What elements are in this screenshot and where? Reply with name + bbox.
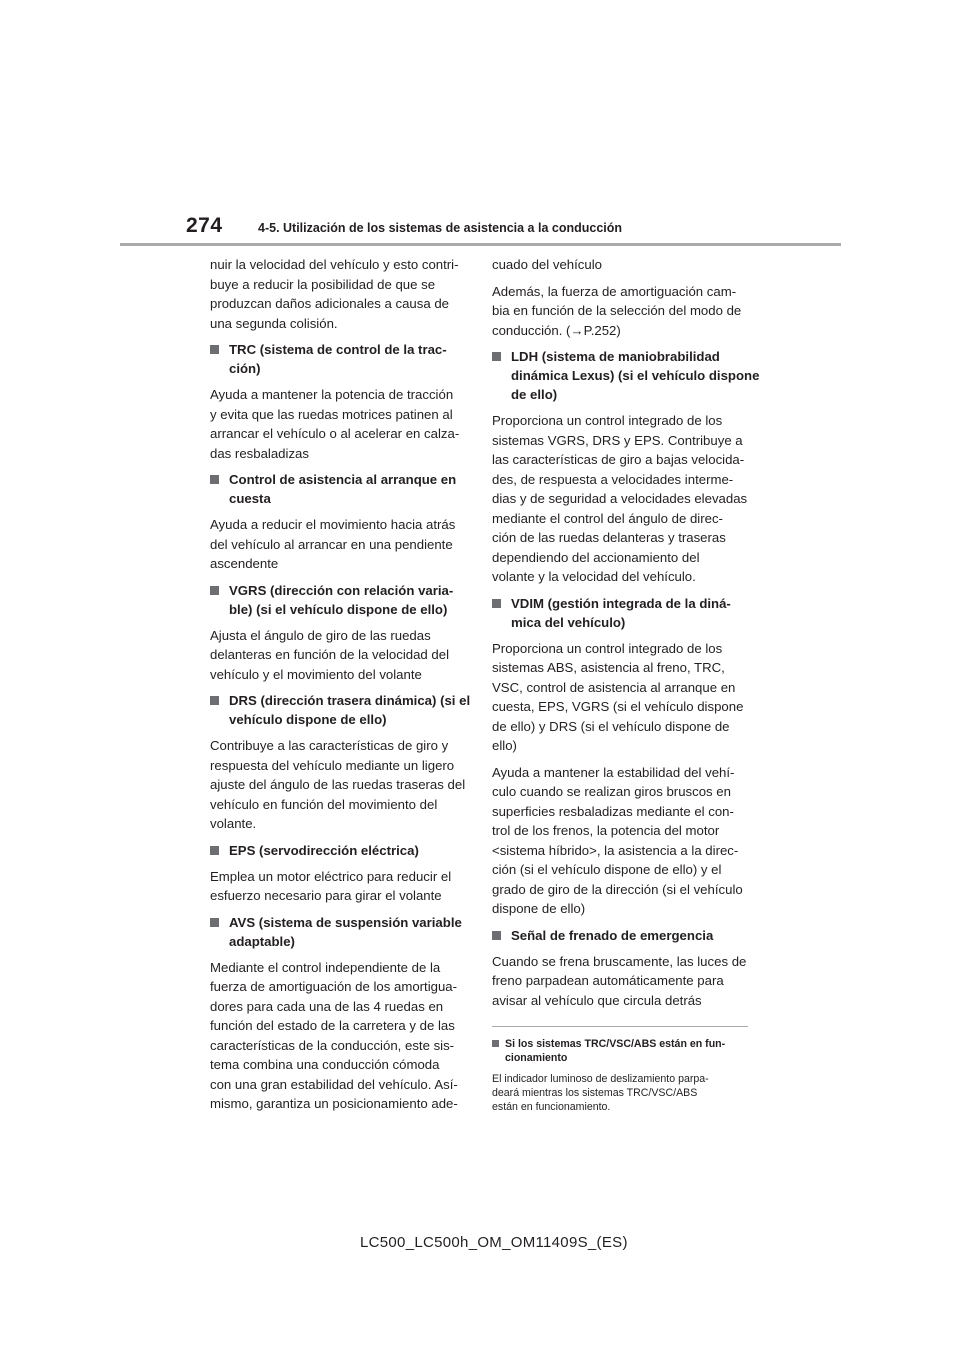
- paragraph-line: vehículo y el movimiento del volante: [210, 666, 422, 682]
- note-heading-line: Si los sistemas TRC/VSC/ABS están en fun-: [505, 1038, 726, 1050]
- paragraph-line: una segunda colisión.: [210, 315, 338, 331]
- note-heading: [492, 1037, 748, 1065]
- paragraph-line: Ajusta el ángulo de giro de las ruedas: [210, 627, 431, 643]
- section-heading: [210, 340, 466, 378]
- body-paragraph: [492, 411, 748, 587]
- heading-line: VGRS (dirección con relación varia-: [229, 582, 454, 598]
- note-text-line: deará mientras los sistemas TRC/VSC/ABS: [492, 1087, 698, 1099]
- section-heading: [210, 470, 466, 508]
- paragraph-line: mediante el control del ángulo de direc-: [492, 510, 723, 526]
- paragraph-line: bia en función de la selección del modo de: [492, 303, 742, 318]
- paragraph-line: ción (si el vehículo dispone de ello) y el: [492, 862, 722, 877]
- paragraph-line: cuesta, EPS, VGRS (si el vehículo dispone: [492, 699, 744, 714]
- body-paragraph: [492, 282, 748, 341]
- paragraph-line: con una gran estabilidad del vehículo. Así-: [210, 1076, 458, 1092]
- section-heading: [492, 926, 748, 945]
- heading-line: ble) (si el vehículo dispone de ello): [229, 601, 448, 617]
- paragraph-line: grado de giro de la dirección (si el vehículo: [492, 881, 743, 897]
- body-paragraph: [210, 867, 466, 906]
- paragraph-line: sistemas VGRS, DRS y EPS. Contribuye a: [492, 432, 743, 448]
- paragraph-line: des, de respuesta a velocidades interme-: [492, 471, 734, 487]
- heading-line: ción): [229, 361, 261, 376]
- paragraph-line: esfuerzo necesario para girar el volante: [210, 888, 442, 903]
- note-heading-line: cionamiento: [505, 1052, 568, 1064]
- paragraph-line: ello): [492, 738, 517, 753]
- paragraph-line: de ello) y DRS (si el vehículo dispone de: [492, 718, 730, 734]
- square-bullet-icon: [492, 599, 501, 608]
- paragraph-line: dores para cada una de las 4 ruedas en: [210, 998, 444, 1014]
- section-heading: [210, 691, 471, 729]
- paragraph-line: dispone de ello): [492, 901, 586, 916]
- note-divider: [492, 1026, 748, 1027]
- body-paragraph: [210, 626, 466, 685]
- note-text: [492, 1072, 748, 1114]
- paragraph-line: conducción. (→P.252): [492, 322, 621, 338]
- body-paragraph: [210, 515, 466, 574]
- paragraph-line: y evita que las ruedas motrices patinen al: [210, 406, 453, 422]
- section-heading: [492, 594, 748, 632]
- paragraph-line: mismo, garantiza un posicionamiento ade-: [210, 1096, 458, 1111]
- paragraph-line: ajuste del ángulo de las ruedas traseras del: [210, 777, 466, 792]
- paragraph-line: delanteras en función de la velocidad del: [210, 647, 450, 662]
- heading-line: de ello): [511, 387, 558, 402]
- left-column: [210, 255, 471, 1121]
- square-bullet-icon: [210, 918, 219, 927]
- heading-line: EPS (servodirección eléctrica): [229, 842, 419, 858]
- paragraph-line: superficies resbaladizas mediante el con-: [492, 803, 734, 819]
- right-column: [492, 255, 760, 1114]
- note-text-line: El indicador luminoso de deslizamiento parpa-: [492, 1073, 709, 1085]
- body-paragraph: [492, 639, 748, 756]
- paragraph-line: ascendente: [210, 556, 279, 571]
- paragraph-line: Además, la fuerza de amortiguación cam-: [492, 283, 737, 299]
- paragraph-line: dependiendo del accionamiento del: [492, 549, 700, 565]
- heading-line: LDH (sistema de maniobrabilidad: [511, 349, 720, 364]
- paragraph-line: freno parpadean automáticamente para: [492, 973, 724, 988]
- heading-line: Señal de frenado de emergencia: [511, 927, 714, 943]
- heading-line: mica del vehículo): [511, 614, 626, 630]
- heading-line: Control de asistencia al arranque en: [229, 472, 457, 487]
- paragraph-line: Emplea un motor eléctrico para reducir el: [210, 868, 452, 884]
- note-text-line: están en funcionamiento.: [492, 1101, 611, 1113]
- square-bullet-icon: [210, 475, 219, 484]
- paragraph-line: respuesta del vehículo mediante un ligero: [210, 757, 455, 773]
- paragraph-line: VSC, control de asistencia al arranque en: [492, 679, 736, 695]
- section-heading: [210, 841, 466, 860]
- paragraph-line: características de la conducción, este sis-: [210, 1037, 455, 1053]
- paragraph-line: volante y la velocidad del vehículo.: [492, 569, 696, 584]
- paragraph-line: arrancar el vehículo o al acelerar en calza-: [210, 426, 460, 441]
- paragraph-line: Ayuda a mantener la potencia de tracción: [210, 387, 454, 402]
- heading-line: AVS (sistema de suspensión variable: [229, 914, 462, 930]
- heading-line: TRC (sistema de control de la trac-: [229, 342, 447, 357]
- chapter-title: 4-5. Utilización de los sistemas de asistencia a la conducción: [258, 221, 623, 235]
- section-heading: [210, 581, 466, 619]
- body-paragraph: [492, 763, 748, 919]
- body-paragraph: [210, 736, 466, 834]
- heading-line: adaptable): [229, 933, 295, 949]
- paragraph-line: vehículo en función del movimiento del: [210, 796, 438, 812]
- paragraph-line: buye a reducir la posibilidad de que se: [210, 276, 436, 292]
- paragraph-line: trol de los frenos, la potencia del motor: [492, 823, 720, 838]
- paragraph-line: fuerza de amortiguación de los amortigua-: [210, 979, 458, 994]
- section-heading: [492, 347, 760, 404]
- document-code: LC500_LC500h_OM_OM11409S_(ES): [360, 1234, 628, 1251]
- paragraph-line: ción de las ruedas delanteras y traseras: [492, 530, 726, 545]
- paragraph-line: <sistema híbrido>, la asistencia a la direc-: [492, 842, 739, 858]
- paragraph-line: volante.: [210, 816, 257, 831]
- body-paragraph: [210, 255, 466, 333]
- square-bullet-icon: [210, 586, 219, 595]
- heading-line: DRS (dirección trasera dinámica) (si el: [229, 693, 471, 708]
- paragraph-line: culo cuando se realizan giros bruscos en: [492, 784, 731, 799]
- heading-line: dinámica Lexus) (si el vehículo dispone: [511, 368, 760, 383]
- square-bullet-icon: [210, 345, 219, 354]
- paragraph-line: Contribuye a las características de giro y: [210, 738, 449, 753]
- paragraph-line: Proporciona un control integrado de los: [492, 640, 723, 656]
- paragraph-line: Proporciona un control integrado de los: [492, 413, 723, 428]
- header-rule: [120, 243, 841, 246]
- paragraph-line: Ayuda a mantener la estabilidad del vehí-: [492, 764, 735, 780]
- paragraph-line: Ayuda a reducir el movimiento hacia atrás: [210, 517, 456, 532]
- paragraph-line: las características de giro a bajas velocida-: [492, 452, 745, 467]
- paragraph-line: tema combina una conducción cómoda: [210, 1057, 440, 1072]
- paragraph-line: Cuando se frena bruscamente, las luces de: [492, 953, 747, 969]
- square-bullet-icon: [210, 846, 219, 855]
- square-bullet-icon: [492, 931, 501, 940]
- square-bullet-icon: [492, 1040, 499, 1047]
- paragraph-line: función del estado de la carretera y de las: [210, 1018, 455, 1033]
- body-paragraph: [492, 255, 748, 275]
- square-bullet-icon: [210, 696, 219, 705]
- body-paragraph: [210, 385, 466, 463]
- body-paragraph: [492, 952, 748, 1011]
- page-number: 274: [186, 214, 223, 237]
- section-heading: [210, 913, 466, 951]
- paragraph-line: produzcan daños adicionales a causa de: [210, 296, 450, 311]
- paragraph-line: del vehículo al arrancar en una pendiente: [210, 536, 453, 552]
- heading-line: cuesta: [229, 491, 271, 506]
- paragraph-line: dias y de seguridad a velocidades elevadas: [492, 491, 748, 506]
- paragraph-line: das resbaladizas: [210, 445, 309, 461]
- paragraph-line: Mediante el control independiente de la: [210, 959, 441, 975]
- heading-line: vehículo dispone de ello): [229, 712, 387, 727]
- paragraph-line: cuado del vehículo: [492, 257, 602, 272]
- square-bullet-icon: [492, 352, 501, 361]
- heading-line: VDIM (gestión integrada de la diná-: [511, 595, 731, 611]
- paragraph-line: nuir la velocidad del vehículo y esto contri-: [210, 257, 459, 272]
- paragraph-line: avisar al vehículo que circula detrás: [492, 992, 702, 1008]
- body-paragraph: [210, 958, 466, 1114]
- paragraph-line: sistemas ABS, asistencia al freno, TRC,: [492, 660, 725, 675]
